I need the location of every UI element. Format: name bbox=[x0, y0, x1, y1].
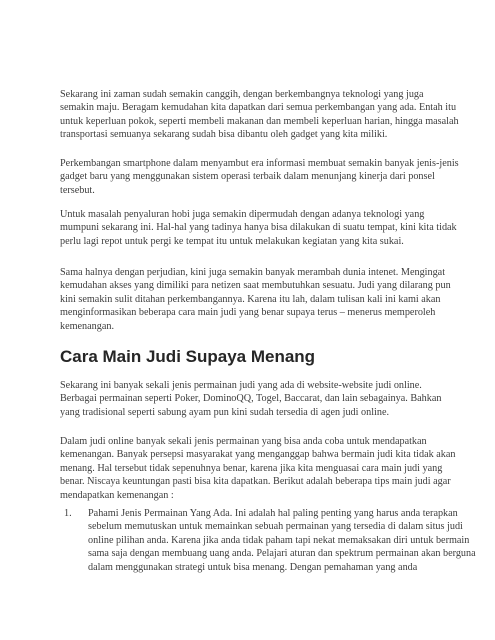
intro-paragraph-4: Sama halnya dengan perjudian, kini juga semakin banyak merambah dunia intenet. Mengingat kemudahan akses yang dimiliki para netizen saat membutuhkan sesuatu. Judi yang dilarang pun kini semakin sulit ditahan perkembangannya. Karena itu lah, dalam tulisan kali ini kami akan menginformasikan beberapa cara main judi yang benar supaya terus – menerus memperoleh kemenangan. bbox=[60, 267, 451, 332]
list-item bbox=[60, 507, 480, 574]
list-item-number: 1. bbox=[64, 508, 72, 519]
section-heading: Cara Main Judi Supaya Menang bbox=[60, 347, 316, 366]
section-paragraph-2: Dalam judi online banyak sekali jenis permainan yang bisa anda coba untuk mendapatkan kemenangan. Banyak persepsi masyarakat yang menganggap bahwa bermain judi kita tidak akan menang. Hal tersebut tidak sepenuhnya benar, karena jika kita menguasai cara main judi yang benar. Niscaya keuntungan pasti bisa kita dapatkan. Berikut adalah beberapa tips main judi agar mendapatkan kemenangan : bbox=[60, 436, 456, 501]
intro-paragraph-2: Perkembangan smartphone dalam menyambut era informasi membuat semakin banyak jenis-jenis gadget baru yang menggunakan sistem operasi terbaik dalam menunjang kinerja dari ponsel tersebut. bbox=[60, 158, 459, 196]
section-paragraph-1: Sekarang ini banyak sekali jenis permainan judi yang ada di website-website judi online. Berbagai permainan seperti Poker, DominoQQ, Togel, Baccarat, dan lain sebagainya. Bahkan yang tradisional seperti sabung ayam pun kini sudah tersedia di agen judi online. bbox=[60, 380, 442, 418]
intro-paragraph-1: Sekarang ini zaman sudah semakin canggih, dengan berkembangnya teknologi yang juga semakin maju. Beragam kemudahan kita dapatkan dari semua perkembangan yang ada. Entah itu untuk keperluan pokok, seperti membeli makanan dan membeli keperluan harian, hingga masalah transportasi semuanya sekarang sudah bisa dibantu oleh gadget yang kita miliki. bbox=[60, 89, 459, 141]
tips-list bbox=[60, 507, 480, 574]
list-item-text: Pahami Jenis Permainan Yang Ada. Ini adalah hal paling penting yang harus anda terapkan sebelum memutuskan untuk memainkan sebuah permainan yang tersedia di dalam situs judi online pilihan anda. Karena jika anda tidak paham tapi nekat memaksakan diri untuk bermain sama saja dengan membuang uang anda. Pelajari aturan dan spektrum permainan akan berguna dalam menggunakan strategi untuk bisa menang. Dengan pemahaman yang anda bbox=[88, 508, 476, 573]
intro-paragraph-3: Untuk masalah penyaluran hobi juga semakin dipermudah dengan adanya teknologi yang mumpuni sekarang ini. Hal-hal yang tadinya hanya bisa dilakukan di suatu tempat, kini kita tidak perlu lagi repot untuk pergi ke tempat itu untuk melakukan kegiatan yang kita sukai. bbox=[60, 209, 457, 247]
